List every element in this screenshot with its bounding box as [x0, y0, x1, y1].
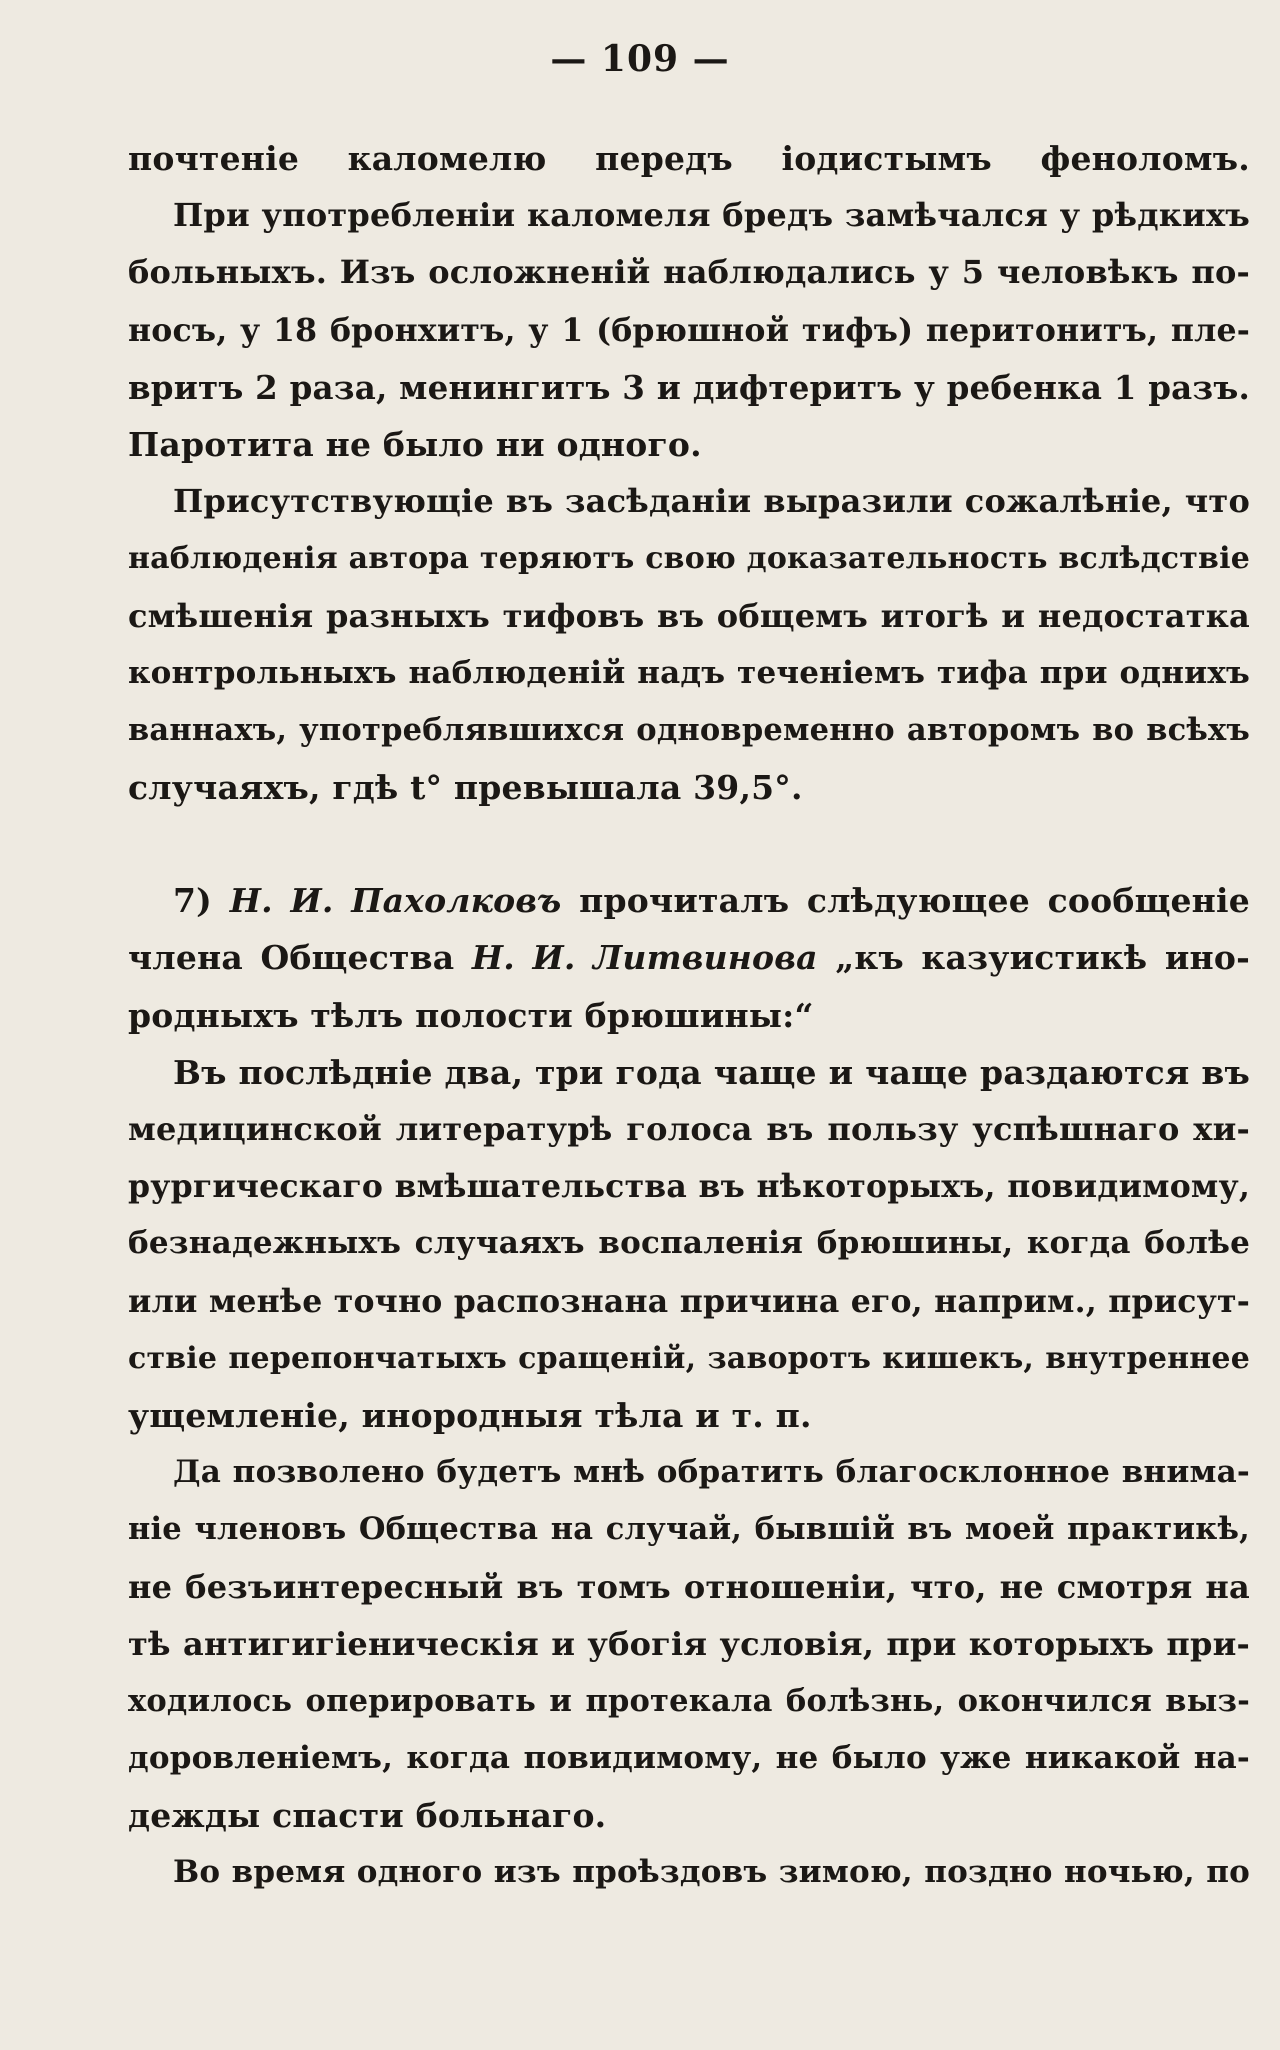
- text-line: носъ, у 18 бронхитъ, у 1 (брюшной тифъ) перитонитъ, пле-: [128, 311, 1250, 349]
- text-line: не безъинтересный въ томъ отношеніи, что, не смотря на: [128, 1567, 1250, 1606]
- text-line: безнадежныхъ случаяхъ воспаленія брюшины, когда болѣе: [128, 1225, 1250, 1262]
- text-line: ствіе перепончатыхъ сращеній, заворотъ кишекъ, внутреннее: [128, 1340, 1250, 1376]
- text-line: тѣ антигигіеническія и убогія условія, при которыхъ при-: [128, 1624, 1250, 1663]
- text-body: [128, 130, 1250, 1902]
- text-line: медицинской литературѣ голоса въ пользу успѣшнаго хи-: [128, 1110, 1250, 1148]
- text-line: рургическаго вмѣшательства въ нѣкоторыхъ, повидимому,: [128, 1168, 1250, 1206]
- reader-name: Н. И. Пахолковъ: [229, 881, 562, 921]
- author-name: Н. И. Литвинова: [471, 938, 818, 978]
- text-line: ущемленіе, инородныя тѣла и т. п.: [128, 1395, 812, 1435]
- text-line: вритъ 2 раза, менингитъ 3 и дифтеритъ у ребенка 1 разъ.: [128, 367, 1250, 407]
- section-7-text: прочиталъ слѣдующее сообщеніе: [579, 881, 1250, 921]
- text-line: смѣшенія разныхъ тифовъ въ общемъ итогѣ и недостатка: [128, 596, 1250, 635]
- text-line: контрольныхъ наблюденій надъ теченіемъ тифа при однихъ: [128, 654, 1250, 691]
- text-line: больныхъ. Изъ осложненій наблюдались у 5 человѣкъ по-: [128, 253, 1250, 292]
- text-line: случаяхъ, гдѣ t° превышала 39,5°.: [128, 768, 803, 808]
- text-line: ходилось оперировать и протекала болѣзнь, окончился выз-: [128, 1682, 1250, 1719]
- section-7-line-2: [128, 929, 1250, 986]
- text-line: дежды спасти больнаго.: [128, 1796, 607, 1836]
- text-line: При употребленіи каломеля бредъ замѣчался у рѣдкихъ: [173, 196, 1250, 235]
- section-7-line-1: [128, 872, 1250, 929]
- text-line: ніе членовъ Общества на случай, бывшій въ моей практикѣ,: [128, 1511, 1250, 1548]
- section-7-line-3: родныхъ тѣлъ полости брюшины:“: [128, 995, 814, 1035]
- text-line: Да позволено будетъ мнѣ обратить благосклонное внима-: [173, 1454, 1250, 1491]
- section-7-text: члена Общества: [128, 938, 455, 978]
- text-line: или менѣе точно распознана причина его, наприм., присут-: [128, 1282, 1250, 1320]
- section-number: 7): [173, 881, 212, 921]
- section-7-text: „къ казуистикѣ ино-: [835, 938, 1250, 978]
- text-line: Присутствующіе въ засѣданіи выразили сожалѣніе, что: [173, 482, 1250, 521]
- text-line: ваннахъ, употреблявшихся одновременно авторомъ во всѣхъ: [128, 711, 1250, 748]
- text-line: Паротита не было ни одного.: [128, 424, 702, 464]
- page-number: — 109 —: [550, 38, 730, 80]
- text-line: доровленіемъ, когда повидимому, не было уже никакой на-: [128, 1740, 1250, 1777]
- text-line: Въ послѣдніе два, три года чаще и чаще раздаются въ: [173, 1052, 1250, 1092]
- text-line: Во время одного изъ проѣздовъ зимою, поздно ночью, по: [173, 1854, 1250, 1891]
- text-line: почтеніе каломелю передъ іодистымъ феноломъ.: [128, 139, 1250, 178]
- section-gap: [128, 816, 1250, 872]
- text-line: наблюденія автора теряютъ свою доказательность вслѣдствіе: [128, 541, 1250, 577]
